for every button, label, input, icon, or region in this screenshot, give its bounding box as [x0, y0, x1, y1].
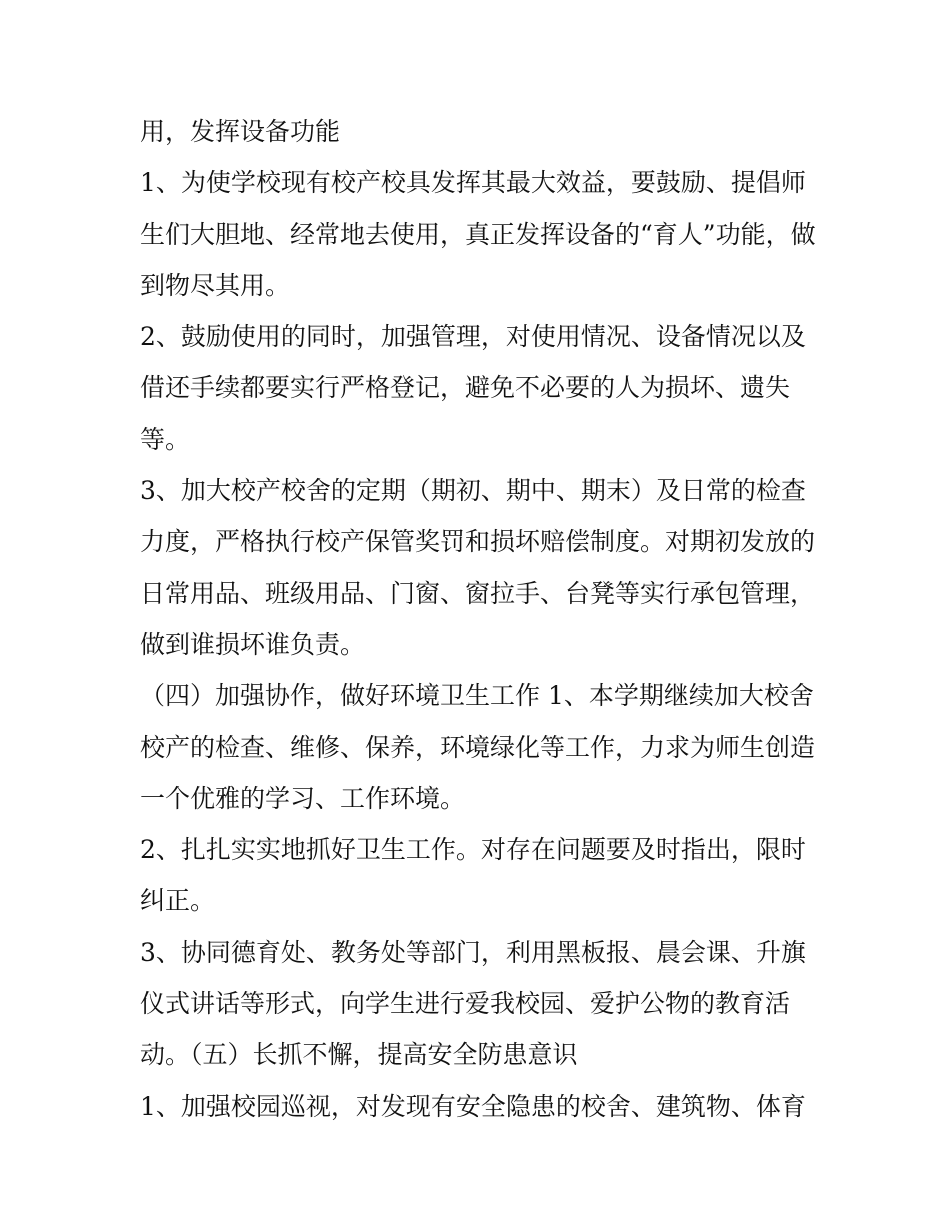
text-line: 等。 — [140, 424, 191, 454]
text-line: 到物尽其用。 — [140, 270, 291, 300]
text-line: 校产的检查、维修、保养，环境绿化等工作，力求为师生创造 — [140, 732, 816, 762]
text-line: （四）加强协作，做好环境卫生工作 1、本学期继续加大校舍 — [140, 681, 814, 711]
text-line: 动。（五）长抓不懈，提高安全防患意识 — [140, 1040, 578, 1070]
text-line: 生们大胆地、经常地去使用，真正发挥设备的“育人”功能，做 — [140, 219, 816, 249]
text-line: 2、鼓励使用的同时，加强管理，对使用情况、设备情况以及 — [140, 322, 806, 352]
text-line: 1、加强校园巡视，对发现有安全隐患的校舍、建筑物、体育 — [140, 1091, 806, 1121]
text-line: 借还手续都要实行严格登记，避免不必要的人为损坏、遗失 — [140, 373, 791, 403]
text-line: 日常用品、班级用品、门窗、窗拉手、台凳等实行承包管理， — [140, 578, 816, 608]
text-line: 用，发挥设备功能 — [140, 117, 341, 146]
text-line: 2、扎扎实实地抓好卫生工作。对存在问题要及时指出，限时 — [140, 835, 806, 865]
text-line: 力度，严格执行校产保管奖罚和损坏赔偿制度。对期初发放的 — [140, 527, 816, 557]
text-line: 一个优雅的学习、工作环境。 — [140, 783, 466, 813]
document-body — [140, 106, 830, 1132]
text-line: 纠正。 — [140, 886, 216, 916]
text-line: 做到谁损坏谁负责。 — [140, 629, 366, 659]
text-line: 仪式讲话等形式，向学生进行爱我校园、爱护公物的教育活 — [140, 989, 791, 1019]
text-line: 1、为使学校现有校产校具发挥其最大效益，要鼓励、提倡师 — [140, 168, 806, 198]
text-line: 3、协同德育处、教务处等部门，利用黑板报、晨会课、升旗 — [140, 937, 806, 967]
text-line: 3、加大校产校舍的定期（期初、期中、期末）及日常的检查 — [140, 476, 806, 506]
